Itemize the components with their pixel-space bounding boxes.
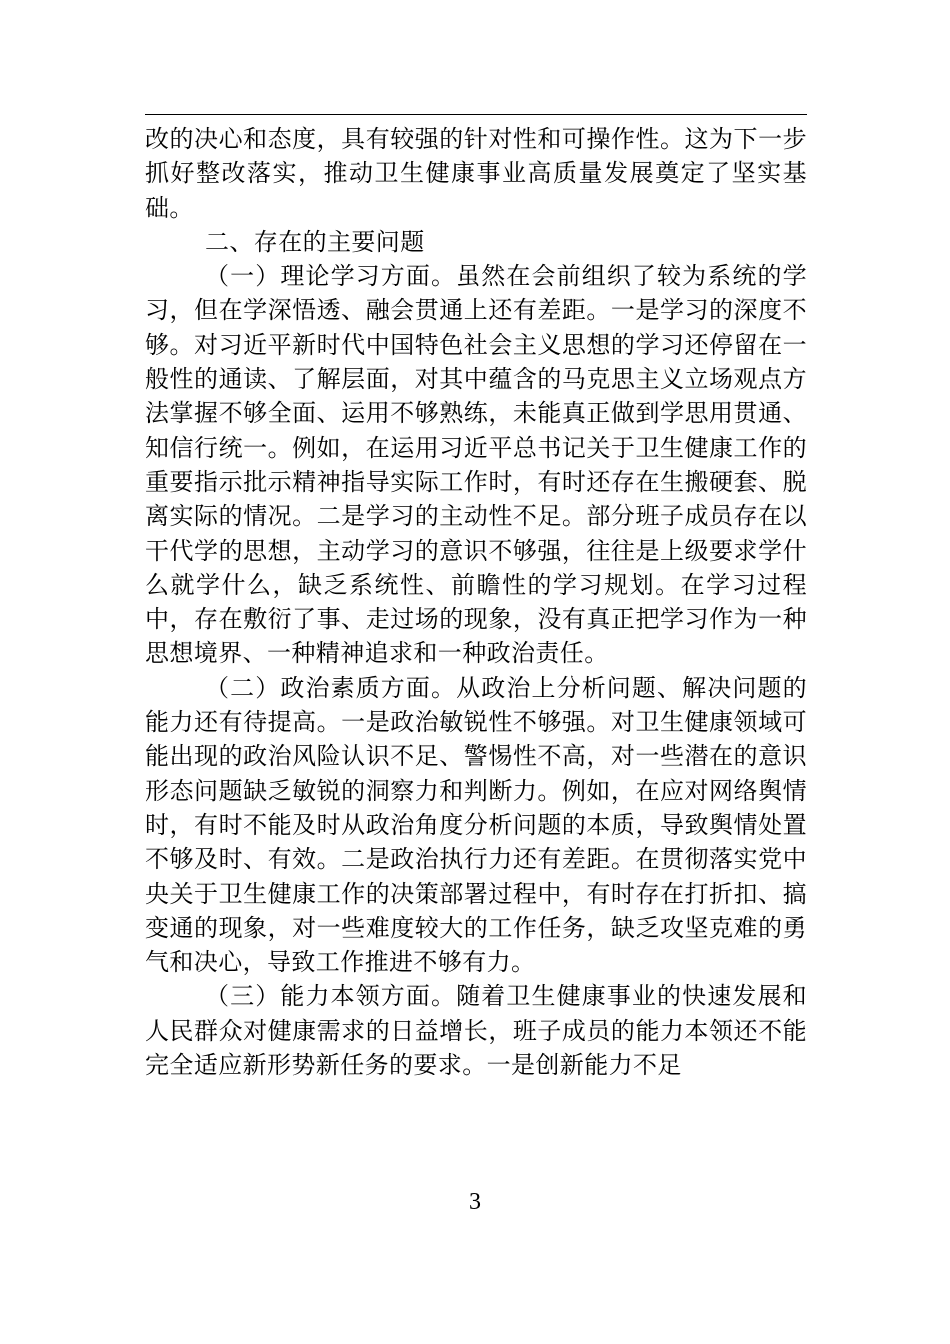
header-rule (145, 114, 807, 115)
paragraph-theory-study: （一）理论学习方面。虽然在会前组织了较为系统的学习，但在学深悟透、融会贯通上还有差距。一是学习的深度不够。对习近平新时代中国特色社会主义思想的学习还停留在一般性的通读、了解层面，对其中蕴含的马克思主义立场观点方法掌握不够全面、运用不够熟练，未能真正做到学思用贯通、知信行统一。例如，在运用习近平总书记关于卫生健康工作的重要指示批示精神指导实际工作时，有时还存在生搬硬套、脱离实际的情况。二是学习的主动性不足。部分班子成员存在以干代学的思想，主动学习的意识不够强，往往是上级要求学什么就学什么，缺乏系统性、前瞻性的学习规划。在学习过程中，存在敷衍了事、走过场的现象，没有真正把学习作为一种思想境界、一种精神追求和一种政治责任。 (145, 262, 807, 668)
paragraph-political-quality: （二）政治素质方面。从政治上分析问题、解决问题的能力还有待提高。一是政治敏锐性不够强。对卫生健康领域可能出现的政治风险认识不足、警惕性不高，对一些潜在的意识形态问题缺乏敏锐的洞察力和判断力。例如，在应对网络舆情时，有时不能及时从政治角度分析问题的本质，导致舆情处置不够及时、有效。二是政治执行力还有差距。在贯彻落实党中央关于卫生健康工作的决策部署过程中，有时存在打折扣、搞变通的现象，对一些难度较大的工作任务，缺乏攻坚克难的勇气和决心，导致工作推进不够有力。 (145, 673, 807, 977)
document-body (145, 122, 807, 1082)
paragraph-ability: （三）能力本领方面。随着卫生健康事业的快速发展和人民群众对健康需求的日益增长，班子成员的能力本领还不能完全适应新形势新任务的要求。一是创新能力不足 (145, 982, 807, 1080)
page-number: 3 (469, 1189, 481, 1215)
paragraph-continuation: 改的决心和态度，具有较强的针对性和可操作性。这为下一步抓好整改落实，推动卫生健康事业高质量发展奠定了坚实基础。 (145, 125, 807, 222)
section-heading: 二、存在的主要问题 (205, 227, 425, 256)
